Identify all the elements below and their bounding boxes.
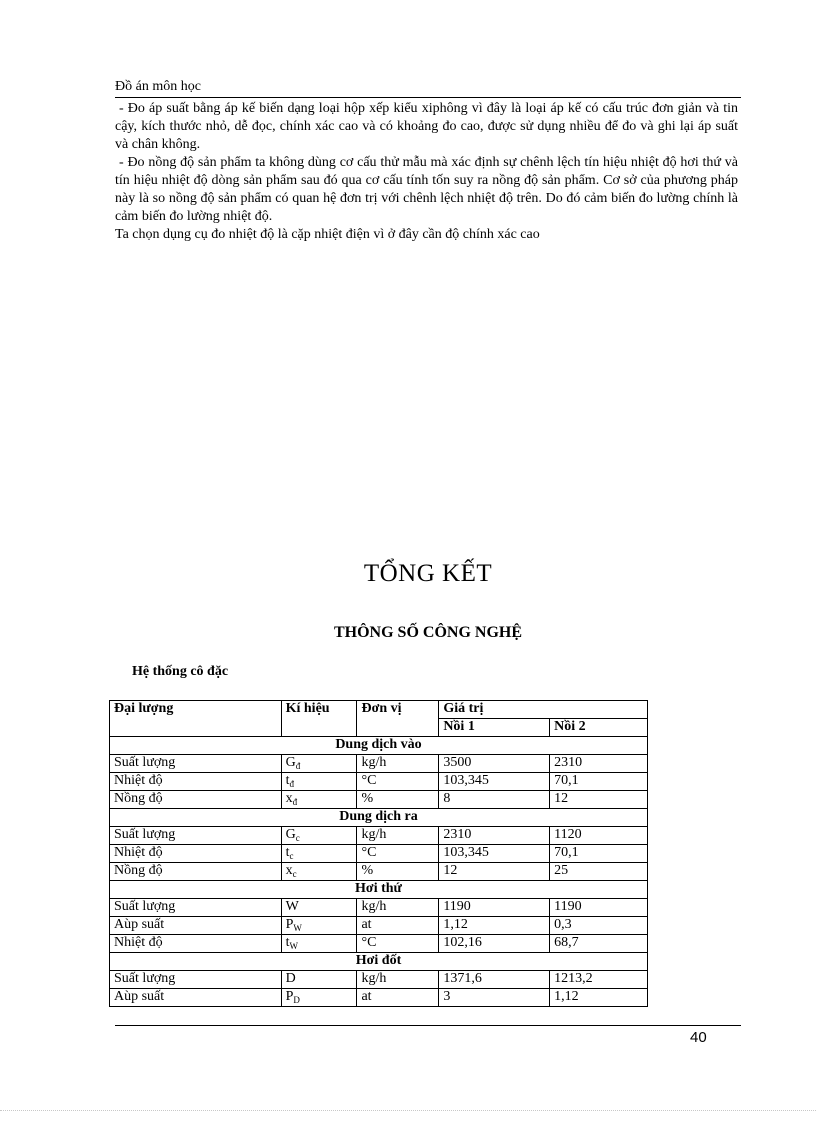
group-row <box>110 953 648 971</box>
cell-symbol <box>281 791 357 809</box>
cell-value-pot-2: 1,12 <box>550 989 648 1007</box>
symbol-main: x <box>285 791 293 806</box>
table-row <box>110 863 648 881</box>
table-row <box>110 899 648 917</box>
table-row <box>110 935 648 953</box>
group-row <box>110 881 648 899</box>
page-number: 40 <box>690 1029 707 1046</box>
cell-unit: kg/h <box>357 899 439 917</box>
cell-symbol <box>281 827 357 845</box>
symbol-subscript: c <box>295 833 300 843</box>
table-row <box>110 971 648 989</box>
cell-value-pot-1: 1371,6 <box>439 971 550 989</box>
cell-quantity: Aùp suất <box>110 917 282 935</box>
cell-symbol <box>281 989 357 1007</box>
cell-quantity: Nhiệt độ <box>110 845 282 863</box>
symbol-subscript: đ <box>295 761 301 771</box>
symbol-subscript: W <box>289 941 298 951</box>
symbol-subscript: c <box>289 851 294 861</box>
cell-symbol <box>281 917 357 935</box>
cell-symbol <box>281 773 357 791</box>
cell-value-pot-2: 68,7 <box>550 935 648 953</box>
cell-value-pot-1: 3500 <box>439 755 550 773</box>
cell-value-pot-2: 2310 <box>550 755 648 773</box>
cell-unit: at <box>357 917 439 935</box>
symbol-main: D <box>285 971 296 986</box>
header-pot-2: Nồi 2 <box>550 719 648 737</box>
cell-symbol <box>281 935 357 953</box>
table-row <box>110 917 648 935</box>
cell-value-pot-1: 102,16 <box>439 935 550 953</box>
cell-value-pot-2: 12 <box>550 791 648 809</box>
cell-symbol <box>281 755 357 773</box>
cell-value-pot-1: 8 <box>439 791 550 809</box>
cell-quantity: Suất lượng <box>110 971 282 989</box>
page-edge-line <box>0 1110 816 1111</box>
parameters-table <box>109 700 648 1007</box>
cell-unit: % <box>357 791 439 809</box>
cell-value-pot-2: 1120 <box>550 827 648 845</box>
table-row <box>110 845 648 863</box>
header-pot-1: Nồi 1 <box>439 719 550 737</box>
group-row <box>110 737 648 755</box>
cell-symbol <box>281 971 357 989</box>
cell-value-pot-1: 3 <box>439 989 550 1007</box>
cell-quantity: Nhiệt độ <box>110 773 282 791</box>
body-text <box>115 100 738 244</box>
page-header: Đồ án môn học <box>115 78 741 98</box>
section-heading: THÔNG SỐ CÔNG NGHỆ <box>333 624 523 641</box>
symbol-main: W <box>285 899 299 914</box>
header-quantity: Đại lượng <box>110 701 282 737</box>
cell-symbol <box>281 899 357 917</box>
group-label: Hơi thứ <box>110 881 648 899</box>
symbol-subscript: c <box>292 869 297 879</box>
table-row <box>110 989 648 1007</box>
page-title: TỔNG KẾT <box>363 560 493 587</box>
table-body <box>110 737 648 1007</box>
symbol-subscript: D <box>293 995 300 1005</box>
table-row <box>110 827 648 845</box>
symbol-subscript: W <box>293 923 302 933</box>
cell-unit: kg/h <box>357 755 439 773</box>
cell-quantity: Nồng độ <box>110 863 282 881</box>
cell-value-pot-1: 1,12 <box>439 917 550 935</box>
cell-value-pot-2: 1213,2 <box>550 971 648 989</box>
cell-quantity: Suất lượng <box>110 755 282 773</box>
symbol-main: t <box>285 845 290 860</box>
symbol-main: P <box>285 989 294 1004</box>
cell-quantity: Aùp suất <box>110 989 282 1007</box>
cell-symbol <box>281 863 357 881</box>
cell-unit: at <box>357 989 439 1007</box>
cell-unit: °C <box>357 935 439 953</box>
header-unit: Đơn vị <box>357 701 439 737</box>
paragraph-conclusion: Ta chọn dụng cụ đo nhiệt độ là cặp nhiệt điện vì ở đây cần độ chính xác cao <box>115 227 540 242</box>
paragraph-pressure: - Đo áp suất bằng áp kế biến dạng loại hộp xếp kiểu xiphông vì đây là loại áp kế có cấu trúc đơn giản và tin cậy, kích thước nhỏ, dễ đọc, chính xác cao và có khoảng đo cao, được sử dụng nhiều để đo và ghi lại áp suất và chân không. <box>115 101 738 152</box>
table-row <box>110 755 648 773</box>
cell-unit: °C <box>357 845 439 863</box>
cell-symbol <box>281 845 357 863</box>
cell-value-pot-2: 1190 <box>550 899 648 917</box>
symbol-main: G <box>285 755 296 770</box>
cell-value-pot-2: 70,1 <box>550 845 648 863</box>
cell-value-pot-2: 25 <box>550 863 648 881</box>
cell-value-pot-1: 2310 <box>439 827 550 845</box>
group-label: Hơi đốt <box>110 953 648 971</box>
cell-value-pot-1: 103,345 <box>439 773 550 791</box>
cell-value-pot-1: 12 <box>439 863 550 881</box>
cell-value-pot-2: 70,1 <box>550 773 648 791</box>
symbol-subscript: đ <box>292 797 298 807</box>
cell-value-pot-1: 103,345 <box>439 845 550 863</box>
cell-quantity: Suất lượng <box>110 827 282 845</box>
cell-unit: °C <box>357 773 439 791</box>
symbol-main: t <box>285 935 290 950</box>
symbol-main: G <box>285 827 296 842</box>
group-label: Dung dịch ra <box>110 809 648 827</box>
cell-value-pot-2: 0,3 <box>550 917 648 935</box>
symbol-main: x <box>285 863 293 878</box>
cell-unit: kg/h <box>357 971 439 989</box>
symbol-main: P <box>285 917 294 932</box>
header-value: Giá trị <box>439 701 648 719</box>
cell-quantity: Suất lượng <box>110 899 282 917</box>
symbol-main: t <box>285 773 290 788</box>
table-row <box>110 791 648 809</box>
footer-divider <box>115 1025 741 1026</box>
group-label: Dung dịch vào <box>110 737 648 755</box>
header-symbol: Kí hiệu <box>281 701 357 737</box>
cell-unit: kg/h <box>357 827 439 845</box>
subsection-heading: Hệ thống cô đặc <box>132 664 229 679</box>
cell-unit: % <box>357 863 439 881</box>
table-row <box>110 773 648 791</box>
cell-quantity: Nồng độ <box>110 791 282 809</box>
group-row <box>110 809 648 827</box>
cell-quantity: Nhiệt độ <box>110 935 282 953</box>
paragraph-concentration: - Đo nồng độ sản phẩm ta không dùng cơ cấu thử mẫu mà xác định sự chênh lệch tín hiệu nhiệt độ hơi thứ và tín hiệu nhiệt độ dòng sản phẩm sau đó qua cơ cấu tính tốn suy ra nồng độ sản phẩm. Cơ sở của phương pháp này là so nồng độ sản phẩm có quan hệ đơn trị với chênh lệch nhiệt độ trên. Do đó cảm biến đo lường chính là cảm biến đo lường nhiệt độ. <box>115 155 738 224</box>
cell-value-pot-1: 1190 <box>439 899 550 917</box>
symbol-subscript: đ <box>289 779 294 789</box>
